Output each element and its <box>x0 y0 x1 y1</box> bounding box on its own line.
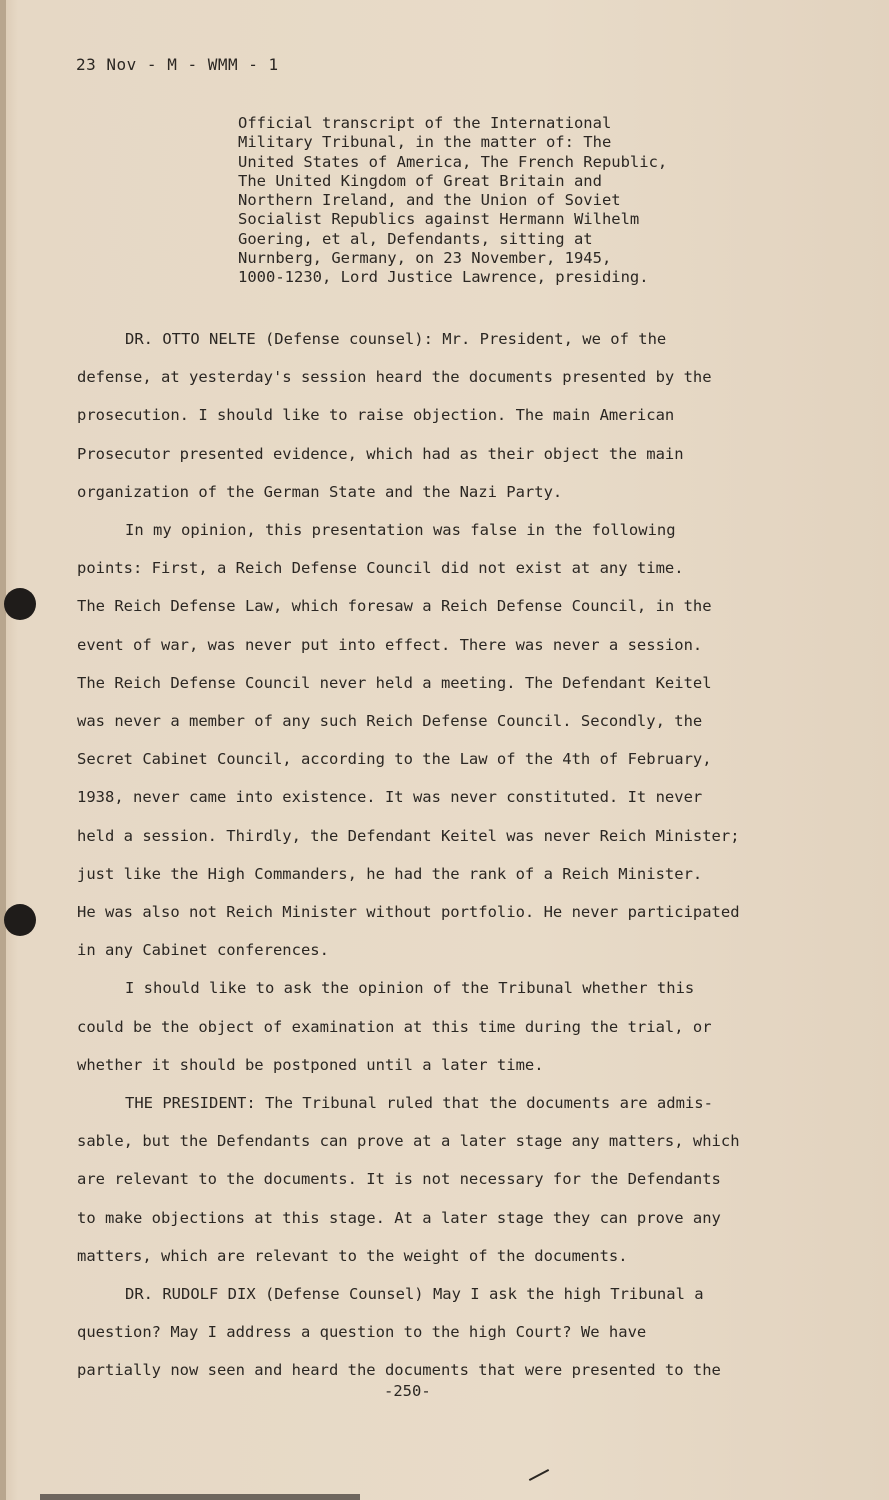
body-line: In my opinion, this presentation was false in the following <box>125 521 676 540</box>
body-line: Secret Cabinet Council, according to the Law of the 4th of February, <box>77 750 712 769</box>
page-number: -250- <box>384 1382 431 1400</box>
body-line: The Reich Defense Council never held a meeting. The Defendant Keitel <box>77 673 712 692</box>
body-line: The Reich Defense Law, which foresaw a Reich Defense Council, in the <box>77 597 712 616</box>
caption-line: Goering, et al, Defendants, sitting at <box>238 229 593 248</box>
caption-line: 1000-1230, Lord Justice Lawrence, presiding. <box>238 268 649 287</box>
document-code: 23 Nov - M - WMM - 1 <box>76 55 279 74</box>
body-line: I should like to ask the opinion of the Tribunal whether this <box>125 979 695 998</box>
body-line: held a session. Thirdly, the Defendant Keitel was never Reich Minister; <box>77 826 740 845</box>
body-line: are relevant to the documents. It is not necessary for the Defendants <box>77 1170 721 1189</box>
body-line: points: First, a Reich Defense Council did not exist at any time. <box>77 559 684 578</box>
caption-line: Nurnberg, Germany, on 23 November, 1945, <box>238 249 612 268</box>
caption-line: Socialist Republics against Hermann Wilhelm <box>238 210 640 229</box>
paper-edge <box>0 0 6 1500</box>
body-line: prosecution. I should like to raise objection. The main American <box>77 406 675 425</box>
transcript-body <box>77 320 777 1390</box>
body-line: to make objections at this stage. At a later stage they can prove any <box>77 1208 721 1227</box>
caption-line: Official transcript of the International <box>238 114 612 132</box>
caption-line: United States of America, The French Republic, <box>238 152 668 171</box>
punch-hole-bottom <box>4 904 36 936</box>
pen-mark <box>529 1469 549 1481</box>
body-line: THE PRESIDENT: The Tribunal ruled that the documents are admis- <box>125 1094 713 1113</box>
body-line: He was also not Reich Minister without portfolio. He never participated <box>77 903 740 922</box>
body-line: DR. RUDOLF DIX (Defense Counsel) May I ask the high Tribunal a <box>125 1285 704 1304</box>
body-line: DR. OTTO NELTE (Defense counsel): Mr. President, we of the <box>125 330 667 348</box>
caption-line: Military Tribunal, in the matter of: The <box>238 133 612 152</box>
caption-line: The United Kingdom of Great Britain and <box>238 171 602 190</box>
body-line: defense, at yesterday's session heard the documents presented by the <box>77 368 712 387</box>
transcript-caption <box>238 114 718 288</box>
body-line: sable, but the Defendants can prove at a later stage any matters, which <box>77 1132 740 1151</box>
body-line: just like the High Commanders, he had the rank of a Reich Minister. <box>77 864 703 883</box>
body-line: question? May I address a question to the high Court? We have <box>77 1323 647 1342</box>
caption-line: Northern Ireland, and the Union of Soviet <box>238 191 621 210</box>
body-line: Prosecutor presented evidence, which had as their object the main <box>77 444 684 463</box>
body-line: whether it should be postponed until a later time. <box>77 1055 544 1074</box>
body-line: 1938, never came into existence. It was never constituted. It never <box>77 788 703 807</box>
scan-edge-strip <box>40 1494 360 1500</box>
body-line: partially now seen and heard the documents that were presented to the <box>77 1361 721 1380</box>
body-line: in any Cabinet conferences. <box>77 941 329 960</box>
body-line: was never a member of any such Reich Defense Council. Secondly, the <box>77 712 703 731</box>
body-line: event of war, was never put into effect. There was never a session. <box>77 635 703 654</box>
body-line: organization of the German State and the Nazi Party. <box>77 482 563 501</box>
body-line: could be the object of examination at this time during the trial, or <box>77 1017 712 1036</box>
punch-hole-top <box>4 588 36 620</box>
body-line: matters, which are relevant to the weight of the documents. <box>77 1246 628 1265</box>
